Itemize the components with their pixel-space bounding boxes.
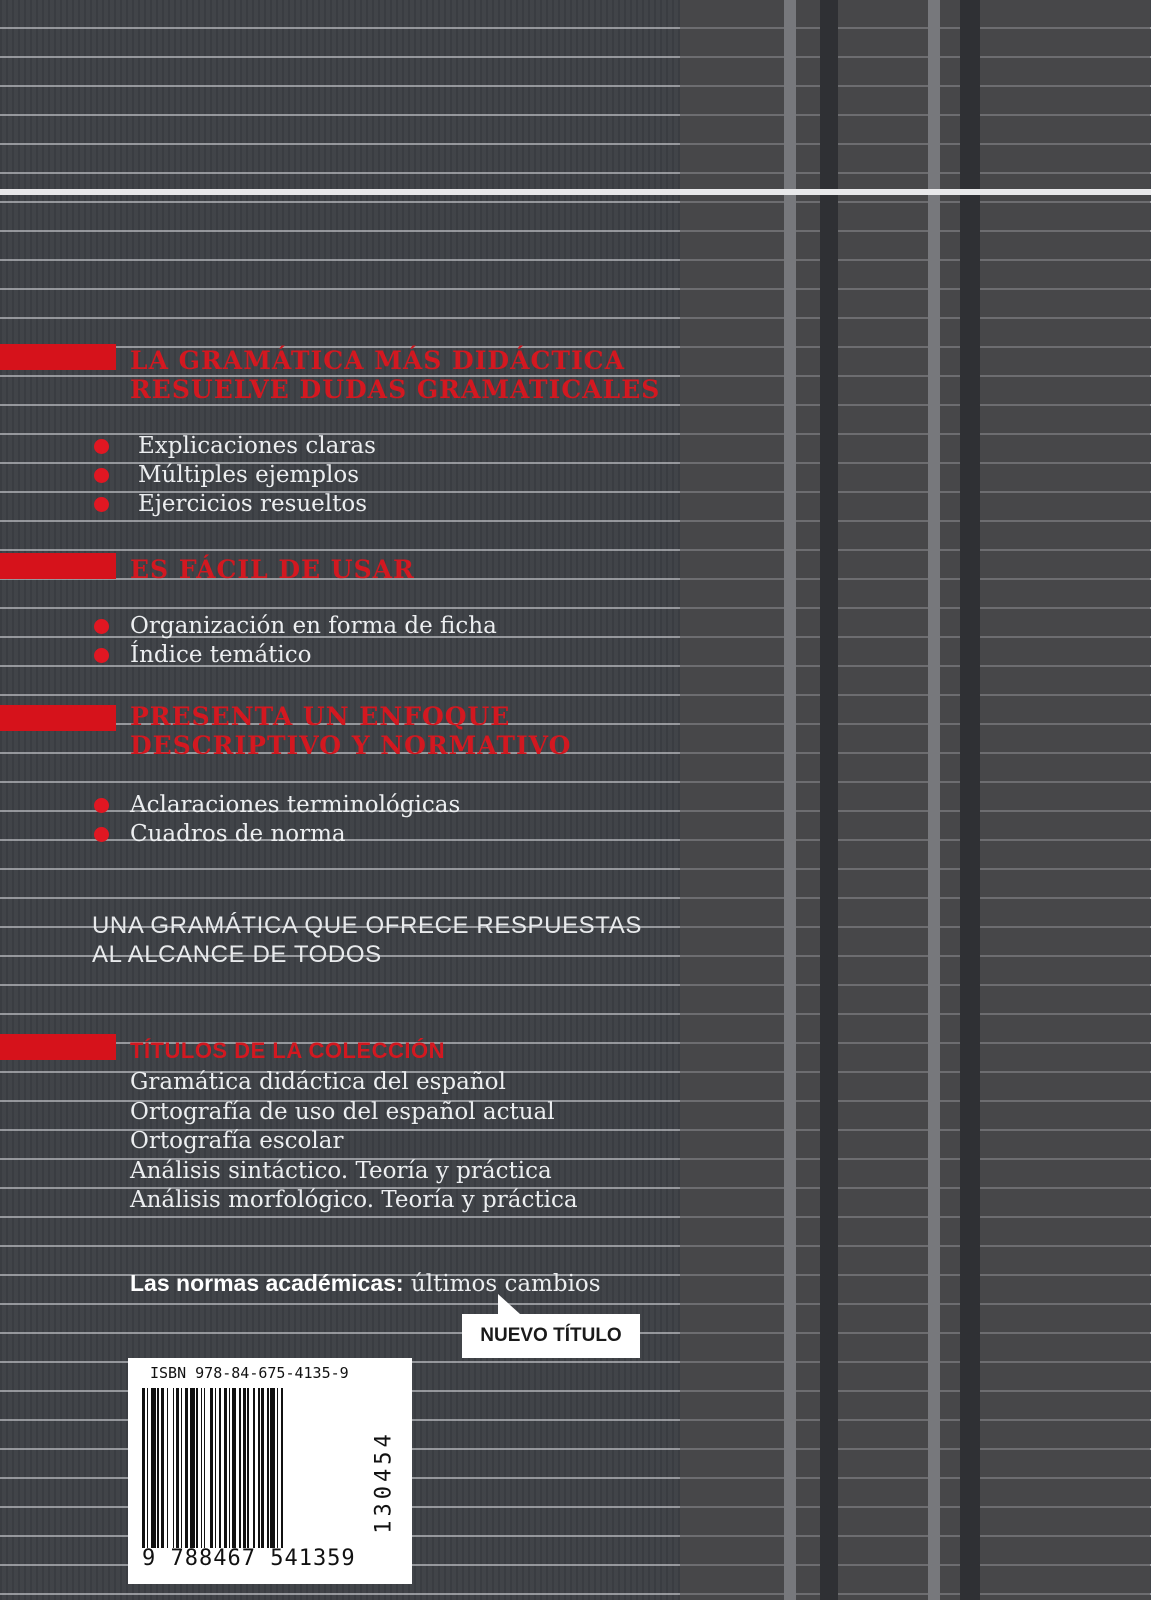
section-marker-red-bar: [0, 344, 116, 370]
new-title-badge-label: NUEVO TÍTULO: [480, 1325, 622, 1346]
tagline-line: AL ALCANCE DE TODOS: [92, 941, 382, 968]
barcode-bar: [283, 1388, 286, 1548]
list-item: Gramática didáctica del español: [130, 1069, 506, 1095]
heading-line: DESCRIPTIVO Y NORMATIVO: [130, 731, 572, 760]
bullet-dot-icon: [94, 468, 109, 483]
ean-digits: 9 788467 541359: [142, 1546, 356, 1571]
right-dark-panel: [680, 0, 1150, 1600]
section-marker-red-bar: [0, 553, 116, 579]
heading-line: RESUELVE DUDAS GRAMATICALES: [130, 375, 661, 404]
section-heading: [130, 702, 571, 760]
bullet-dot-icon: [94, 497, 109, 512]
section-heading: [130, 346, 660, 404]
heading-line: ES FÁCIL DE USAR: [130, 555, 415, 584]
barcode: [128, 1358, 412, 1584]
tagline-line: UNA GRAMÁTICA QUE OFRECE RESPUESTAS: [92, 912, 642, 939]
normas-title-rest: últimos cambios: [403, 1271, 601, 1297]
normas-title-bold: Las normas académicas:: [130, 1270, 404, 1296]
tagline: [92, 911, 642, 969]
bullet-dot-icon: [94, 619, 109, 634]
white-horizontal-band: [0, 189, 1151, 195]
heading-line: LA GRAMÁTICA MÁS DIDÁCTICA: [130, 346, 625, 375]
section-marker-red-bar: [0, 705, 116, 731]
vertical-stripe: [960, 0, 980, 1600]
collection-heading: TÍTULOS DE LA COLECCIÓN: [130, 1038, 446, 1063]
bullet-dot-icon: [94, 798, 109, 813]
barcode-addon: [366, 1392, 402, 1572]
collection-title-list: [130, 1068, 578, 1216]
heading-line: PRESENTA UN ENFOQUE: [130, 702, 511, 731]
new-title-badge: [462, 1314, 640, 1358]
bullet-dot-icon: [94, 827, 109, 842]
normas-title: [130, 1270, 601, 1297]
barcode-bars: [142, 1388, 356, 1548]
bullet-dot-icon: [94, 439, 109, 454]
list-item: Análisis morfológico. Teoría y práctica: [130, 1187, 578, 1213]
isbn-label: ISBN 978-84-675-4135-9: [150, 1364, 349, 1382]
bullet-dot-icon: [94, 648, 109, 663]
section-marker-red-bar: [0, 1034, 116, 1060]
vertical-stripe: [928, 0, 940, 1600]
list-item: Análisis sintáctico. Teoría y práctica: [130, 1157, 552, 1184]
section-heading: [130, 555, 415, 584]
vertical-stripe: [784, 0, 796, 1600]
list-item: Ortografía de uso del español actual: [130, 1098, 555, 1125]
vertical-stripe: [820, 0, 838, 1600]
addon-code: 130454: [371, 1430, 397, 1534]
list-item: Ortografía escolar: [130, 1128, 344, 1154]
